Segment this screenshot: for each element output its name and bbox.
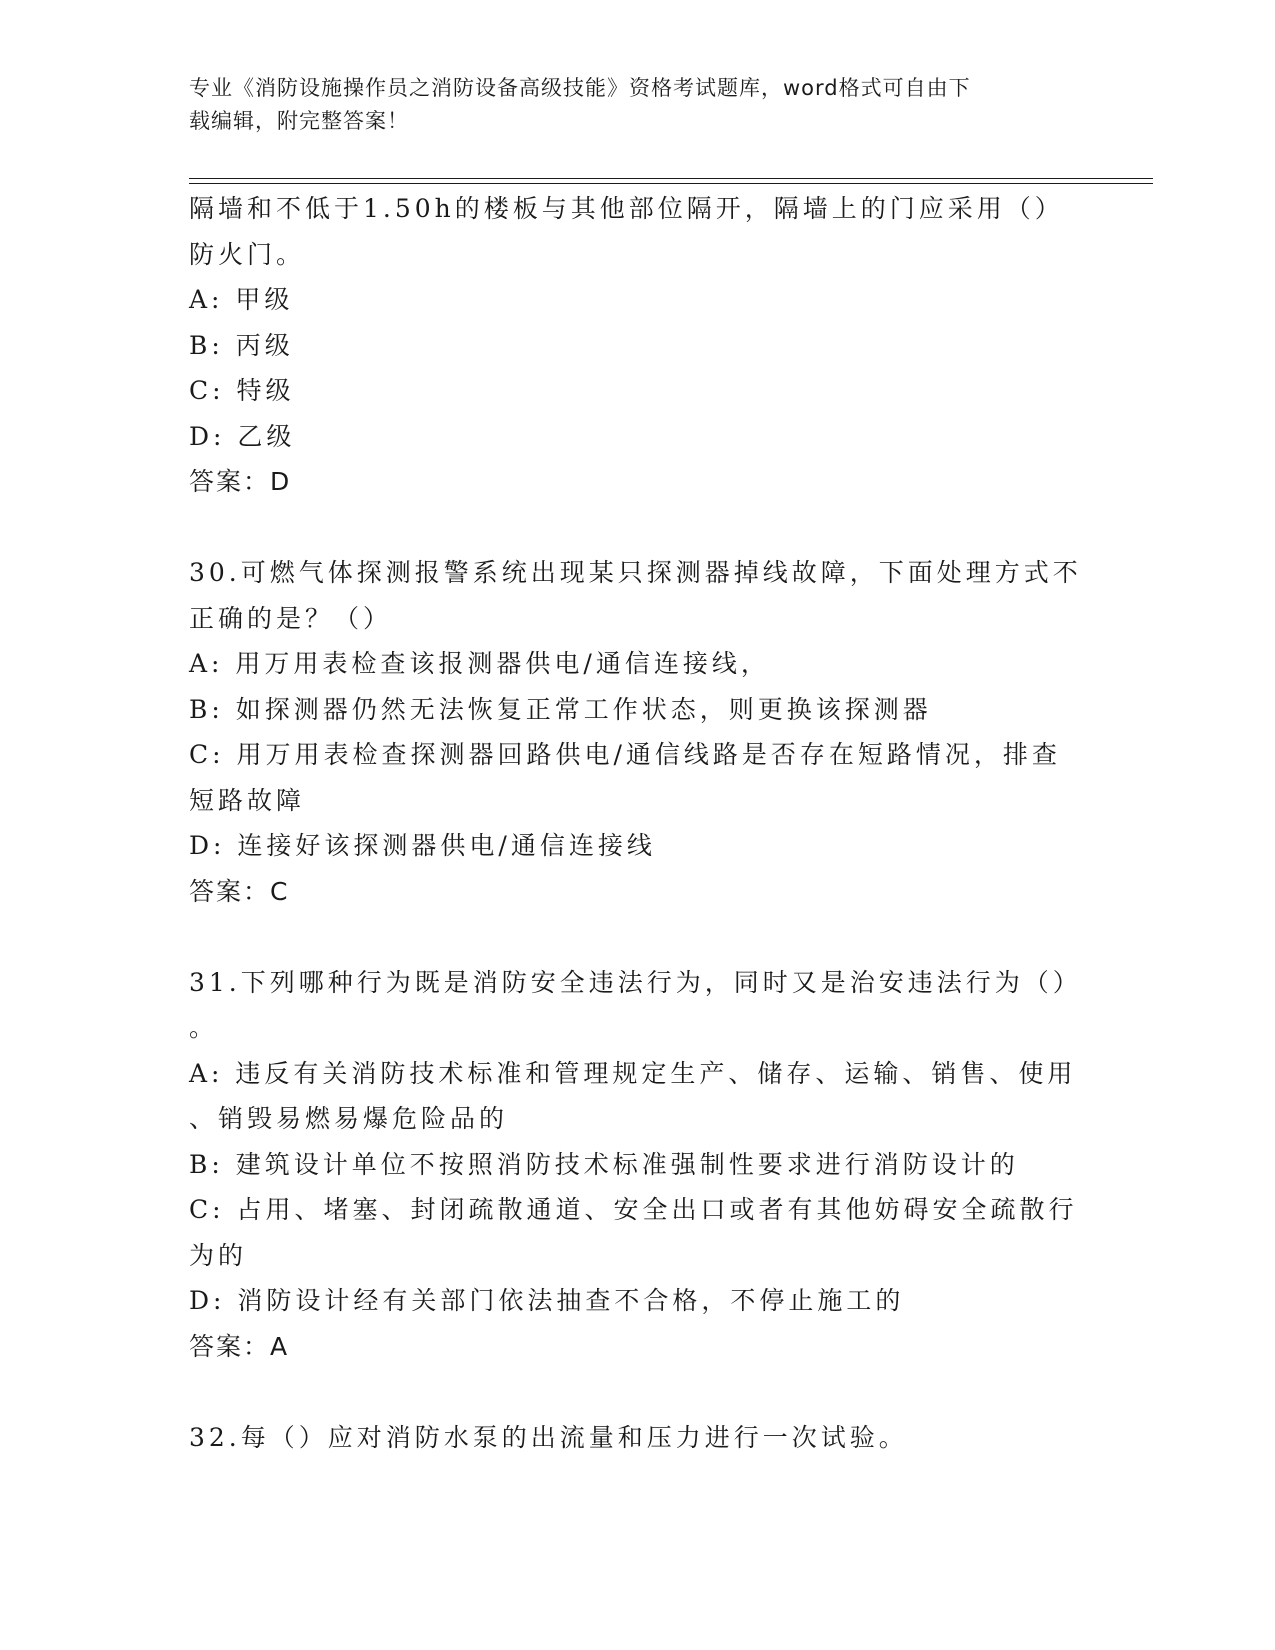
- question-stem-line: 正确的是？（）: [189, 603, 393, 633]
- option-a: A: 甲级: [189, 285, 294, 314]
- spacer: [189, 1369, 1089, 1415]
- question-block: [189, 1415, 1089, 1461]
- option-d: D: 连接好该探测器供电/通信连接线: [189, 831, 656, 860]
- option-a-continued: 、销毁易燃易爆危险品的: [189, 1104, 509, 1133]
- question-block: [189, 186, 1089, 505]
- option-c: C: 占用、堵塞、封闭疏散通道、安全出口或者有其他妨碍安全疏散行: [189, 1195, 1078, 1224]
- question-stem-line: 隔墙和不低于1.50h的楼板与其他部位隔开，隔墙上的门应采用（）: [189, 194, 1064, 223]
- question-stem-line: 30.可燃气体探测报警系统出现某只探测器掉线故障，下面处理方式不: [189, 558, 1082, 587]
- question-stem-line: 。: [189, 1013, 219, 1042]
- question-block: [189, 550, 1089, 914]
- header-line-2: 载编辑，附完整答案！: [189, 109, 409, 133]
- option-d: D: 乙级: [189, 421, 296, 451]
- option-c-continued: 短路故障: [189, 785, 306, 815]
- header-rule-top: [189, 178, 1153, 179]
- question-stem-line: 防火门。: [189, 239, 306, 269]
- spacer: [189, 505, 1089, 551]
- option-c-continued: 为的: [189, 1240, 248, 1270]
- option-d: D: 消防设计经有关部门依法抽查不合格，不停止施工的: [189, 1286, 905, 1315]
- option-c: C: 用万用表检查探测器回路供电/通信线路是否存在短路情况，排查: [189, 740, 1061, 769]
- option-a: A: 用万用表检查该报测器供电/通信连接线，: [189, 649, 770, 678]
- option-b: B: 如探测器仍然无法恢复正常工作状态，则更换该探测器: [189, 694, 932, 724]
- option-c: C: 特级: [189, 376, 295, 405]
- option-b: B: 建筑设计单位不按照消防技术标准强制性要求进行消防设计的: [189, 1149, 1019, 1179]
- question-stem-line: 32.每（）应对消防水泵的出流量和压力进行一次试验。: [189, 1422, 908, 1452]
- header-line-1: 专业《消防设施操作员之消防设备高级技能》资格考试题库，word格式可自由下: [189, 76, 971, 100]
- option-b: B: 丙级: [189, 330, 294, 360]
- answer-label: 答案：A: [189, 1331, 290, 1361]
- spacer: [189, 914, 1089, 960]
- answer-label: 答案：D: [189, 467, 292, 496]
- question-block: [189, 960, 1089, 1370]
- question-stem-line: 31.下列哪种行为既是消防安全违法行为，同时又是治安违法行为（）: [189, 967, 1082, 997]
- answer-label: 答案：C: [189, 876, 290, 906]
- header-rule-bottom: [189, 183, 1153, 184]
- document-header: [189, 72, 1089, 138]
- option-a: A: 违反有关消防技术标准和管理规定生产、储存、运输、销售、使用: [189, 1058, 1077, 1088]
- question-list: [189, 186, 1089, 1460]
